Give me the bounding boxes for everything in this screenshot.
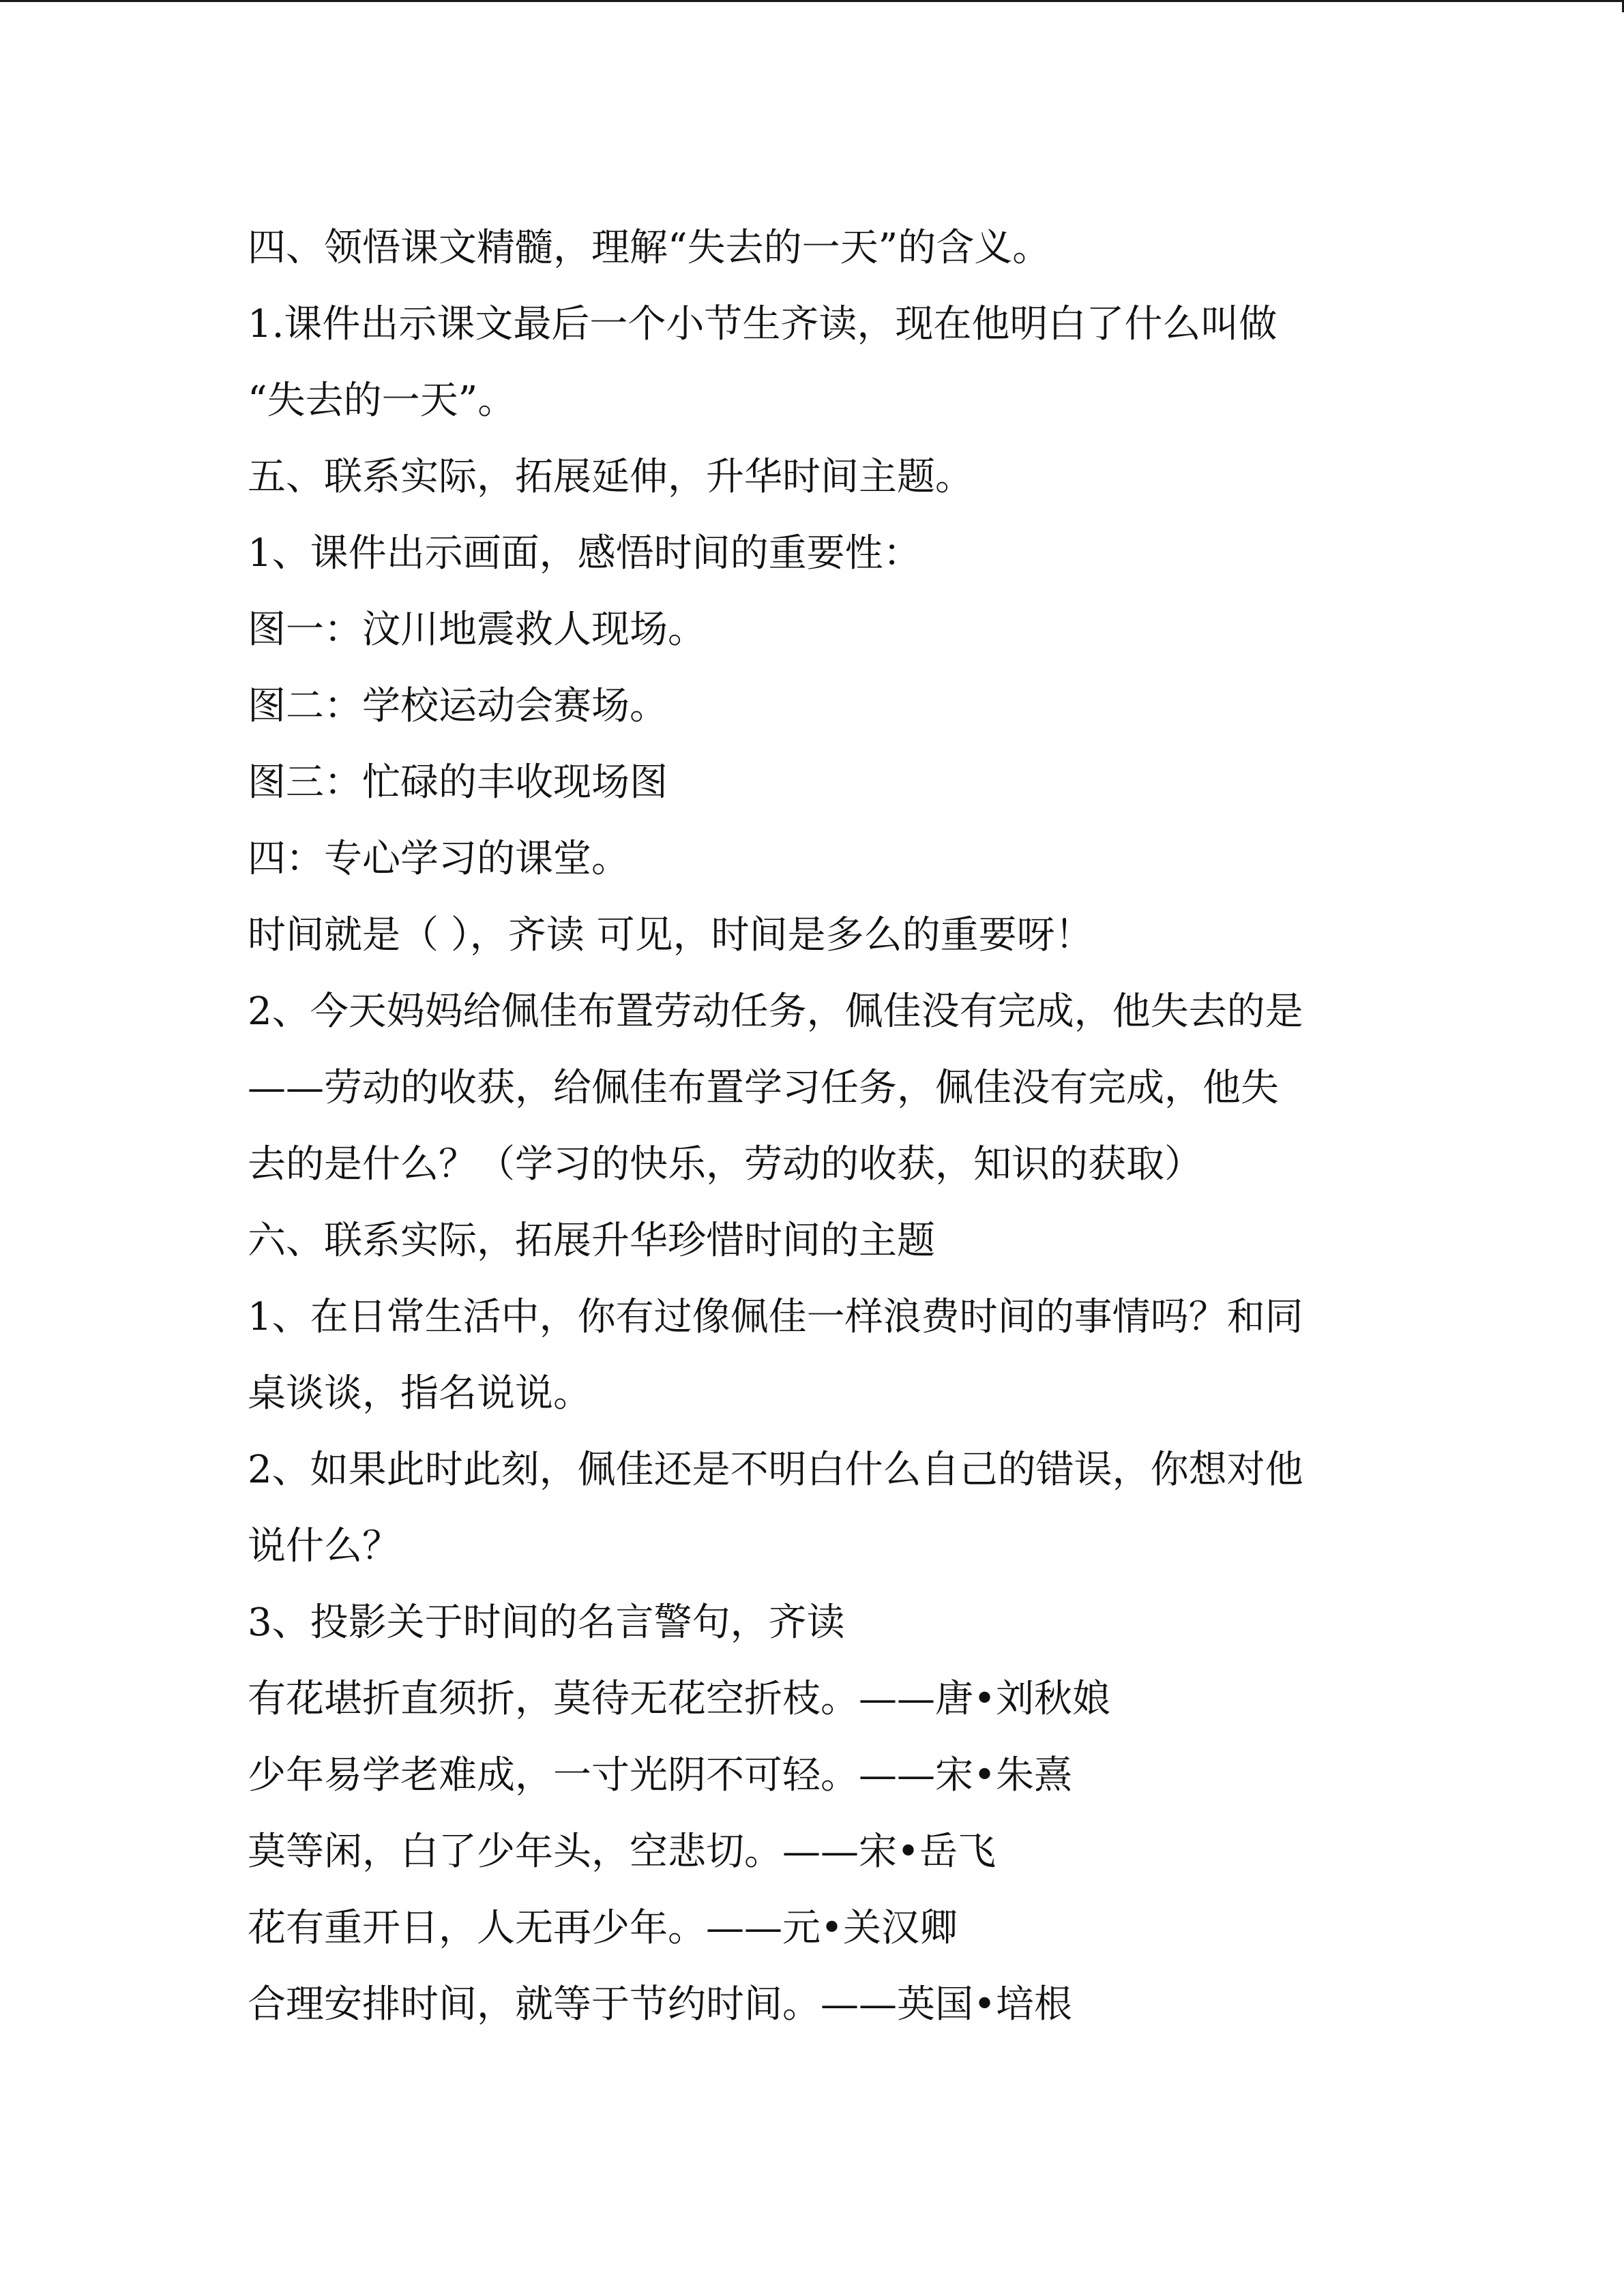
paragraph-line: 图三：忙碌的丰收现场图 [248, 760, 668, 805]
quote-line: 花有重开日，人无再少年。——元•关汉卿 [248, 1906, 958, 1950]
paragraph-line: 2、今天妈妈给佩佳布置劳动任务，佩佳没有完成，他失去的是 [248, 989, 1303, 1034]
paragraph-line: 去的是什么？（学习的快乐，劳动的收获，知识的获取） [248, 1142, 1202, 1187]
paragraph-line: ——劳动的收获，给佩佳布置学习任务，佩佳没有完成，他失 [248, 1066, 1279, 1110]
paragraph-line: 说什么？ [248, 1524, 400, 1568]
paragraph-line: 时间就是（ ），齐读 可见，时间是多么的重要呀！ [248, 913, 1093, 957]
document-body [248, 210, 1380, 2043]
section-heading-4: 四、领悟课文精髓，理解“失去的一天”的含义。 [248, 226, 1051, 270]
page-top-border [0, 0, 1624, 2]
quote-line: 合理安排时间，就等于节约时间。——英国•培根 [248, 1982, 1073, 2027]
paragraph-line: 图二：学校运动会赛场。 [248, 684, 668, 728]
paragraph-line: 1、在日常生活中，你有过像佩佳一样浪费时间的事情吗？和同 [248, 1295, 1303, 1339]
paragraph-line: 2、如果此时此刻，佩佳还是不明白什么自己的错误，你想对他 [248, 1448, 1303, 1492]
paragraph-line: 1、课件出示画面，感悟时间的重要性： [248, 531, 921, 576]
quote-line: 少年易学老难成，一寸光阴不可轻。——宋•朱熹 [248, 1753, 1073, 1798]
section-heading-5: 五、联系实际，拓展延伸，升华时间主题。 [248, 455, 973, 499]
paragraph-line: 3、投影关于时间的名言警句，齐读 [248, 1600, 845, 1645]
section-heading-6: 六、联系实际，拓展升华珍惜时间的主题 [248, 1219, 935, 1263]
quote-line: 莫等闲，白了少年头，空悲切。——宋•岳飞 [248, 1830, 996, 1874]
paragraph-line: “失去的一天”。 [248, 378, 516, 423]
quote-line: 有花堪折直须折，莫待无花空折枝。——唐•刘秋娘 [248, 1677, 1111, 1721]
paragraph-line: 四：专心学习的课堂。 [248, 837, 630, 881]
paragraph-line: 图一：汶川地震救人现场。 [248, 608, 706, 652]
paragraph-line: 桌谈谈，指名说说。 [248, 1371, 591, 1416]
paragraph-line: 1.课件出示课文最后一个小节生齐读，现在他明白了什么叫做 [248, 302, 1278, 346]
